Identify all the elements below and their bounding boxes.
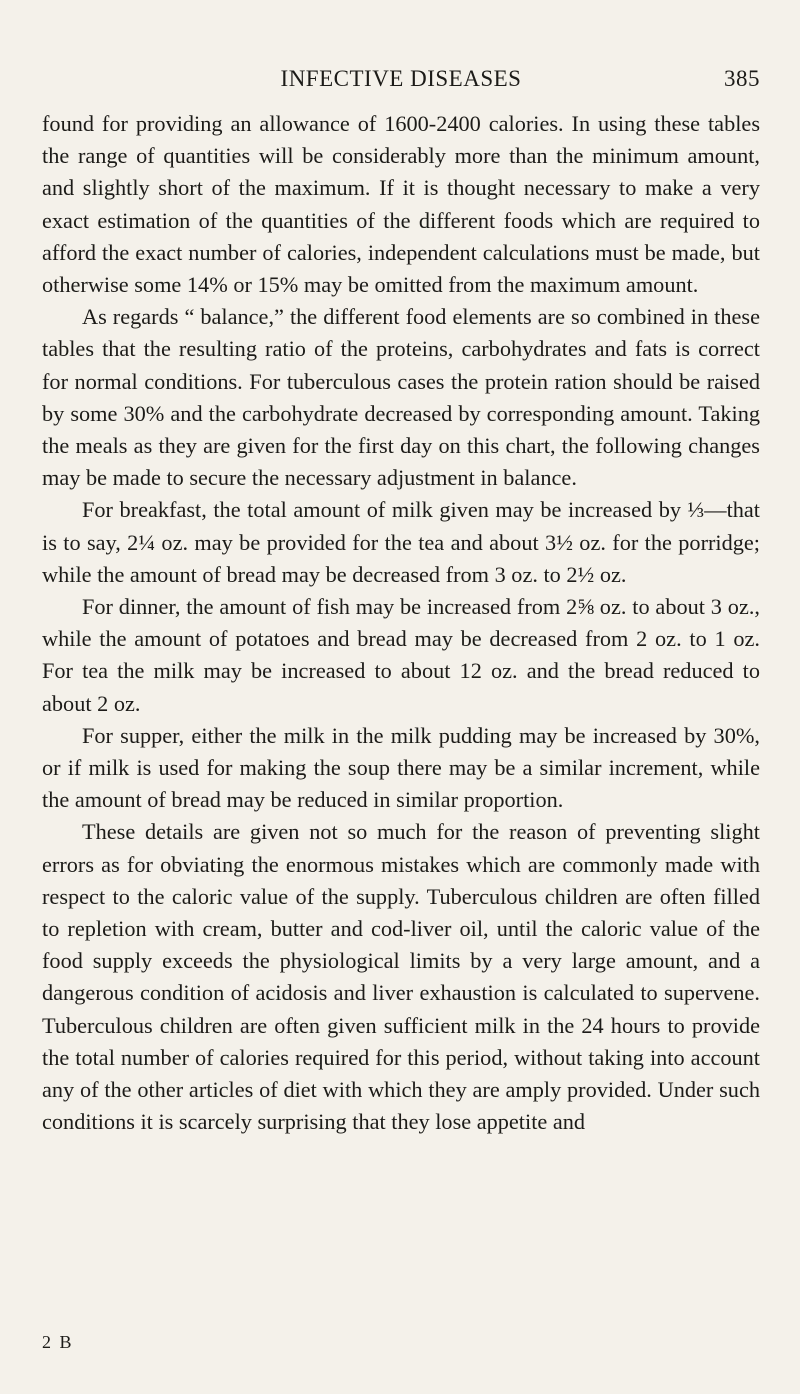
signature-mark: 2 B — [42, 1332, 74, 1352]
page-number: 385 — [724, 66, 760, 91]
paragraph-continuation: found for providing an allowance of 1600-2400 calories. In using these tables the range of quantities will be considerably more than the minimum amount, and slightly short of the maximum. If it is thought necessary to make a very exact estimation of the quantities of the different foods which are required to afford the exact number of calories, independent calculations must be made, but otherwise some 14% or 15% may be omitted from the maximum amount. — [42, 111, 760, 298]
running-head-title: INFECTIVE DISEASES — [280, 66, 522, 91]
body-text — [42, 108, 760, 1139]
paragraph-details: These details are given not so much for the reason of preventing slight errors as for obviating the enormous mistakes which are commonly made with respect to the caloric value of the supply. Tuberculous children are often filled to repletion with cream, butter and cod-liver oil, until the caloric value of the food supply exceeds the physiological limits by a very large amount, and a dangerous condition of acidosis and liver exhaustion is calculated to supervene. Tuberculous children are often given sufficient milk in the 24 hours to provide the total number of calories required for this period, without taking into account any of the other articles of diet with which they are amply provided. Under such conditions it is scarcely surprising that they lose appetite and — [42, 819, 760, 1135]
paragraph-dinner: For dinner, the amount of fish may be increased from 2⅝ oz. to about 3 oz., while the amount of potatoes and bread may be decreased from 2 oz. to 1 oz. For tea the milk may be increased to about 12 oz. and the bread reduced to about 2 oz. — [42, 594, 760, 716]
paragraph-balance: As regards “ balance,” the different food elements are so combined in these tables that the resulting ratio of the proteins, carbohydrates and fats is correct for normal conditions. For tuberculous cases the protein ration should be raised by some 30% and the carbohydrate decreased by corresponding amount. Taking the meals as they are given for the first day on this chart, the following changes may be made to secure the necessary adjustment in balance. — [42, 304, 760, 491]
paragraph-breakfast: For breakfast, the total amount of milk given may be increased by ⅓—that is to say, 2¼ oz. may be provided for the tea and about 3½ oz. for the porridge; while the amount of bread may be decreased from 3 oz. to 2½ oz. — [42, 497, 760, 587]
paragraph-supper: For supper, either the milk in the milk pudding may be increased by 30%, or if milk is used for making the soup there may be a similar increment, while the amount of bread may be reduced in similar proportion. — [42, 722, 760, 813]
running-head — [42, 66, 760, 100]
